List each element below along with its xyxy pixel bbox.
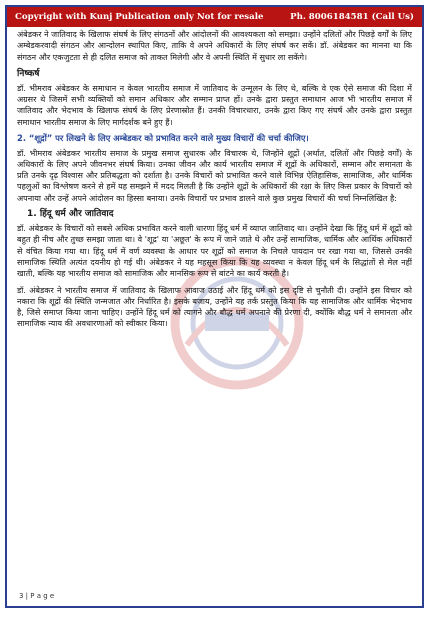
- body-paragraph: अंबेडकर ने जातिवाद के खिलाफ संघर्ष के लिए संगठनों और आंदोलनों की आवश्यकता को समझा। उन्होंने दलितों और पिछड़े वर्गों के लिए अम्बेडकरवादी संगठन और आन्दोलन स्थापित किए, ताकि वे अपने अधिकारों के लिए संघर्ष कर सकें। डॉ. अंबेडकर का मानना था कि संगठन और एकजुटता से ही दलित समाज को ताकत मिलेगी और वे अपनी स्थिति में सुधार ला सकेंगे।: [17, 30, 412, 62]
- copyright-text: Copyright with Kunj Publication only Not for resale: [15, 12, 264, 22]
- page-content: [17, 29, 412, 330]
- question-heading: 2. “शूद्रों” पर लिखने के लिए अम्बेडकर को प्रभावित करने वाले मुख्य विचारों की चर्चा कीजिए।: [17, 133, 309, 144]
- body-paragraph: डॉ. भीमराव अंबेडकर भारतीय समाज के प्रमुख समाज सुधारक और विचारक थे, जिन्होंने शूद्रों (अर्थात, दलितों और पिछड़े वर्गों) के अधिकारों के लिए अपने जीवनभर संघर्ष किया। उनका जीवन और कार्य भारतीय समाज में शूद्रों के अधिकारों, सम्मान और समानता के प्रति उनके दृढ़ विश्वास और प्रतिबद्धता को दर्शाता है। उनके विचारों को प्रभावित करने वाले विभिन्न ऐतिहासिक, सामाजिक, और धार्मिक पहलुओं का विश्लेषण करने से हमें यह समझने में मदद मिलती है कि उन्होंने शूद्रों के अधिकारों की रक्षा के लिए किस प्रकार के विचारों को अपनाया और उन्हें अपने आंदोलन का हिस्सा बनाया। उनके विचारों पर प्रभाव डालने वाले कुछ प्रमुख विचारों की चर्चा निम्नलिखित है:: [17, 148, 412, 203]
- body-paragraph: डॉ. भीमराव अंबेडकर के समाधान न केवल भारतीय समाज में जातिवाद के उन्मूलन के लिए थे, बल्कि वे एक ऐसे समाज की दिशा में अग्रसर थे जिसमें सभी व्यक्तियों को समान अधिकार और सम्मान प्राप्त हों। उनके द्वारा प्रस्तुत समाधान आज भी भारतीय समाज में जातिवाद और भेदभाव के खिलाफ संघर्ष के लिए प्रेरणास्रोत हैं। उनकी विचारधारा, उनके द्वारा किए गए संघर्ष और उनके द्वारा प्रस्तुत समाधान भारतीय समाज के लिए मार्गदर्शक बने हुए हैं।: [17, 83, 412, 127]
- document-page: [5, 5, 424, 608]
- body-paragraph: डॉ. अंबेडकर ने भारतीय समाज में जातिवाद के खिलाफ आवाज उठाई और हिंदू धर्म को इस दृष्टि से चुनौती दी। उन्होंने इस विचार को नकारा कि शूद्रों की स्थिति जन्मजात और निर्धारित है। इसके बजाय, उन्होंने यह तर्क प्रस्तुत किया कि यह सामाजिक और धार्मिक भेदभाव है, जिसे समाप्त किया जाना चाहिए। उन्होंने हिंदू धर्म को त्यागने और बौद्ध धर्म अपनाने की प्रेरणा दी, क्योंकि बौद्ध धर्म ने समानता और सामाजिक न्याय की अवधारणाओं को स्वीकार किया।: [17, 285, 412, 329]
- body-paragraph: डॉ. अंबेडकर के विचारों को सबसे अधिक प्रभावित करने वाली धारणा हिंदू धर्म में व्याप्त जातिवाद था। उन्होंने देखा कि हिंदू धर्म में शूद्रों को बहुत ही नीच और तुच्छ समझा जाता था। वे 'शूद्र' या 'अछूत' के रूप में जाने जाते थे और उन्हें सामाजिक, धार्मिक और आर्थिक अधिकारों से वंचित किया गया था। हिंदू धर्म में वर्ण व्यवस्था के आधार पर शूद्रों को समाज के निचले पायदान पर रखा गया था, जिससे उनकी सामाजिक स्थिति अत्यंत दयनीय हो गई थी। अंबेडकर ने यह महसूस किया कि यह व्यवस्था न केवल हिंदू धर्म के सिद्धांतों से मेल नहीं खाती, बल्कि यह भारतीय समाज को सामाजिक और मानसिक रूप से बांटने का कार्य करती है।: [17, 224, 412, 279]
- section-subheading: 1. हिंदू धर्म और जातिवाद: [27, 209, 114, 220]
- page-number-footer: 3 | P a g e: [19, 592, 55, 600]
- conclusion-heading: निष्कर्ष: [17, 68, 40, 79]
- phone-text: Ph. 8006184581 (Call Us): [290, 12, 414, 22]
- copyright-banner: [7, 7, 422, 27]
